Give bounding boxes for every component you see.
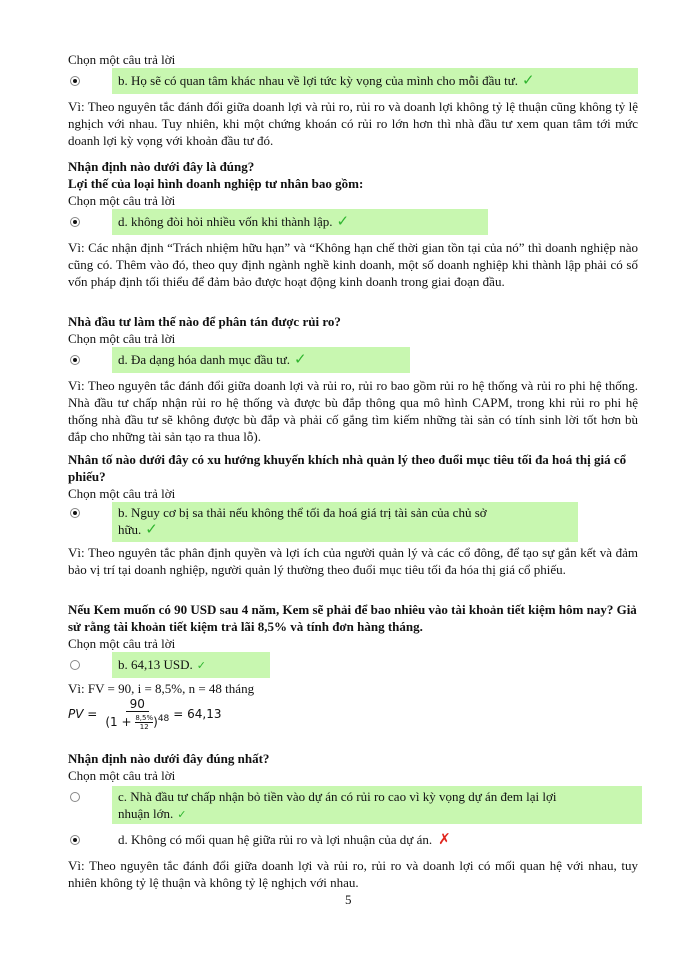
formula-numerator: 90 (126, 698, 149, 712)
cross-icon: ✗ (438, 830, 451, 848)
q6-explanation: Vì: Theo nguyên tắc đánh đổi giữa doanh lợi và rủi ro, rủi ro và doanh lợi có mối quan hệ với nhau, tuy nhiên không tỷ lệ thuận và không tỷ lệ nghịch với nhau. (68, 858, 638, 890)
radio-selected[interactable] (70, 508, 80, 518)
page-number: 5 (345, 892, 352, 907)
check-icon: ✓ (196, 659, 206, 672)
answer-prompt: Chọn một câu trả lời (68, 486, 176, 501)
q2-question-line2: Lợi thế của loại hình doanh nghiệp tư nhân bao gồm: (68, 176, 364, 191)
rate-numerator: 8,5% (135, 713, 154, 722)
correct-answer-highlight (112, 347, 410, 373)
radio-selected[interactable] (70, 355, 80, 365)
answer-prompt: Chọn một câu trả lời (68, 768, 176, 783)
formula-lhs: PV = (68, 706, 98, 721)
correct-answer-highlight (112, 502, 578, 542)
answer-prompt: Chọn một câu trả lời (68, 52, 176, 67)
q4-block (68, 451, 638, 578)
answer-prompt: Chọn một câu trả lời (68, 331, 176, 346)
formula-result: = 64,13 (173, 706, 222, 721)
option-text: b. Họ sẽ có quan tâm khác nhau về lợi tức kỳ vọng của mình cho mỗi đầu tư. (118, 73, 519, 88)
option-row (112, 827, 457, 853)
q1-option-b[interactable] (68, 68, 638, 94)
q5-option-b[interactable] (68, 652, 638, 678)
formula-den-open: (1 + (105, 714, 132, 729)
q6-question: Nhận định nào dưới đây đúng nhất? (68, 751, 270, 766)
q3-explanation: Vì: Theo nguyên tắc đánh đổi giữa doanh lợi và rủi ro, rủi ro bao gồm rủi ro hệ thống và rủi ro phi hệ thống. Nhà đầu tư chấp nhận rủi ro hệ thống và được bù đắp thông qua mô hình CAPM, trong khi rủi ro phi hệ thống nhà đầu tư sẽ không được bù đắp và phải cố gắng tìm kiếm những tài sản có tính sinh lời tốt hơn bù đắp cho những tài sản tạo ra thua lỗ). (68, 378, 638, 444)
q1-explanation: Vì: Theo nguyên tắc đánh đổi giữa doanh lợi và rủi ro, rủi ro và doanh lợi không tỷ lệ thuận cũng không tỷ lệ nghịch với nhau. Tuy nhiên, khi một chứng khoán có rủi ro lớn hơn thì nhà đầu tư xem quan tâm tới mức doanh lợi kỳ vọng với khoản đầu tư đó. (68, 99, 638, 148)
check-icon: ✓ (522, 71, 535, 89)
option-text: d. Không có mối quan hệ giữa rủi ro và lợi nhuận của dự án. (118, 832, 433, 847)
q5-question: Nếu Kem muốn có 90 USD sau 4 năm, Kem sẽ phải để bao nhiêu vào tài khoản tiết kiệm hôm nay? Giả sử rằng tài khoản tiết kiệm trả lãi 8,5% và tính đơn hàng tháng. (68, 602, 637, 634)
check-icon: ✓ (177, 808, 187, 821)
q2-option-d[interactable] (68, 209, 638, 235)
radio-selected[interactable] (70, 76, 80, 86)
option-text: d. không đòi hỏi nhiều vốn khi thành lập. (118, 214, 333, 229)
check-icon: ✓ (294, 350, 307, 368)
option-text-line1: c. Nhà đầu tư chấp nhận bỏ tiền vào dự án có rủi ro cao vì kỳ vọng dự án đem lại lợi (118, 789, 557, 804)
q6-option-c[interactable] (68, 786, 638, 824)
option-text: b. 64,13 USD. (118, 657, 193, 672)
q4-explanation: Vì: Theo nguyên tắc phân định quyền và lợi ích của người quản lý và các cổ đông, để tạo sự gắn kết và đảm bảo vị trí tại doanh nghiệp, người quản lý thường theo đuổi mục tiêu tối đa hóa thị giá cổ phiếu. (68, 545, 638, 577)
radio-selected[interactable] (70, 835, 80, 845)
option-text-line2: hữu. (118, 522, 142, 537)
formula-fraction (105, 698, 169, 731)
correct-answer-highlight (112, 786, 642, 824)
q2-block (68, 158, 638, 290)
option-text-line1: b. Nguy cơ bị sa thải nếu không thể tối đa hoá giá trị tài sản của chủ sở (118, 505, 487, 520)
option-text: d. Đa dạng hóa danh mục đầu tư. (118, 352, 291, 367)
answer-prompt: Chọn một câu trả lời (68, 193, 176, 208)
correct-answer-highlight (112, 209, 488, 235)
radio-unselected[interactable] (70, 660, 80, 670)
q6-block (68, 750, 638, 891)
q4-option-b[interactable] (68, 502, 638, 542)
check-icon: ✓ (145, 520, 158, 538)
pv-formula (68, 697, 638, 731)
q4-question: Nhân tố nào dưới đây có xu hướng khuyến khích nhà quản lý theo đuổi mục tiêu tối đa hoá thị giá cổ phiếu? (68, 452, 627, 484)
formula-denominator (105, 712, 169, 731)
q6-option-d[interactable] (68, 827, 638, 853)
answer-prompt: Chọn một câu trả lời (68, 636, 176, 651)
q2-explanation: Vì: Các nhận định “Trách nhiệm hữu hạn” và “Không hạn chế thời gian tồn tại của nó” thì doanh nghiệp nào cũng có. Thêm vào đó, theo quy định ngành nghề kinh doanh, một số doanh nghiệp khi thành lập phải có số vốn pháp định tối thiểu để đảm bảo được hoạt động kinh doanh trong giai đoạn đầu. (68, 240, 638, 289)
q3-option-d[interactable] (68, 347, 638, 373)
correct-answer-highlight (112, 68, 638, 94)
q2-question-line1: Nhận định nào dưới đây là đúng? (68, 159, 255, 174)
rate-denominator: 12 (139, 722, 149, 731)
formula-den-close: ) (153, 714, 158, 729)
option-text-line2: nhuận lớn. (118, 806, 174, 821)
q3-block (68, 313, 638, 445)
rate-fraction (135, 714, 153, 731)
radio-selected[interactable] (70, 217, 80, 227)
formula-exponent: 48 (157, 713, 170, 724)
q5-block (68, 601, 638, 731)
q3-question: Nhà đầu tư làm thế nào để phân tán được rủi ro? (68, 314, 341, 329)
correct-answer-highlight (112, 652, 270, 678)
radio-unselected[interactable] (70, 792, 80, 802)
check-icon: ✓ (336, 212, 350, 230)
q5-explanation: Vì: FV = 90, i = 8,5%, n = 48 tháng (68, 681, 255, 696)
q1-block (68, 51, 638, 149)
